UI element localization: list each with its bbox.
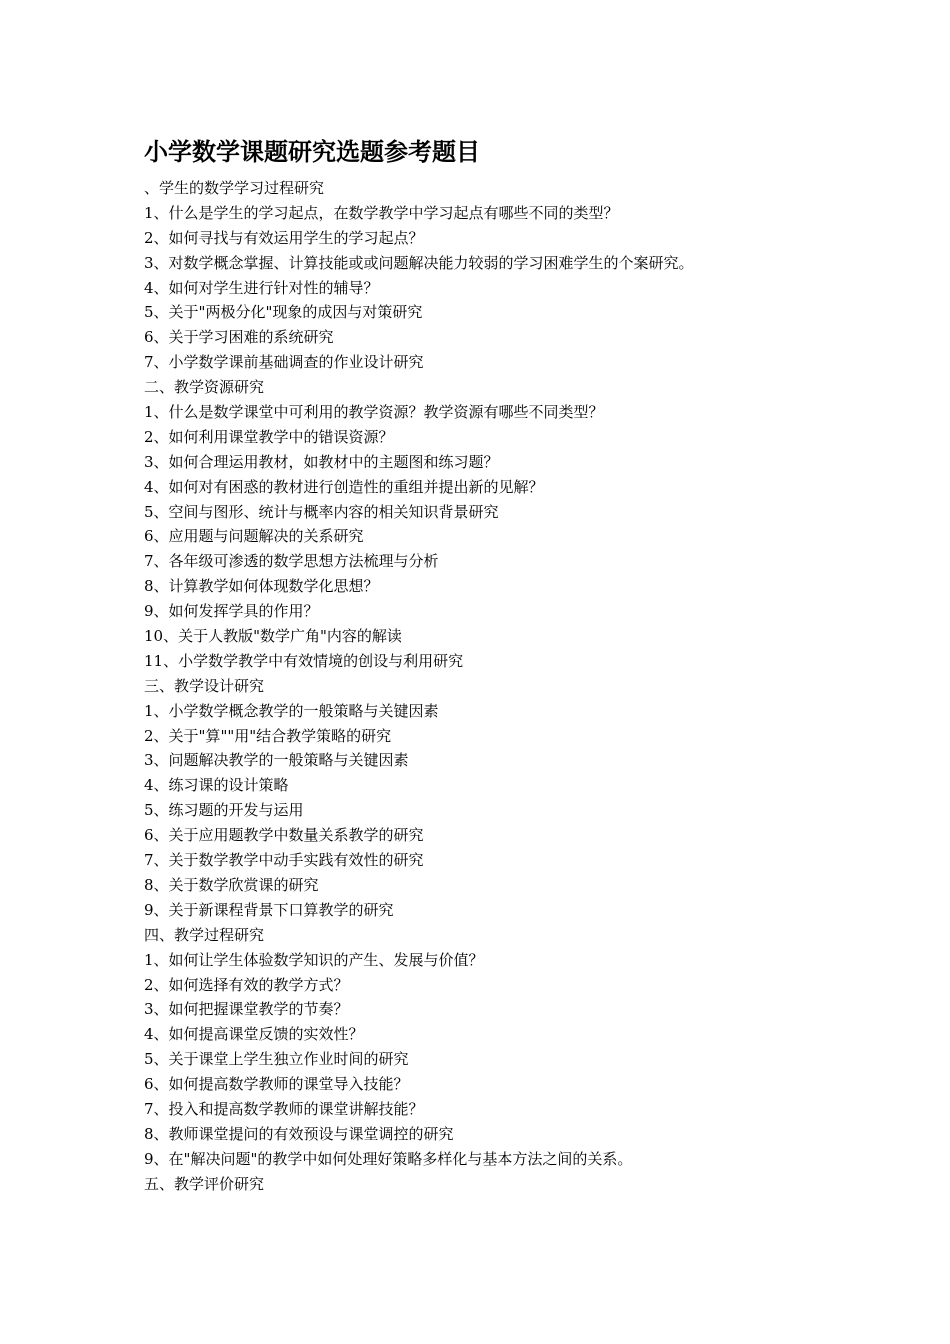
document-line: 五、教学评价研究 [144,1174,265,1193]
document-line: 二、教学资源研究 [144,378,265,397]
document-line: 4、如何对有困惑的教材进行创造性的重组并提出新的见解？ [144,477,544,496]
document-line: 6、关于应用题教学中数量关系教学的研究 [144,826,424,845]
document-line: 1、什么是数学课堂中可利用的教学资源？教学资源有哪些不同类型？ [144,403,604,422]
document-line: 7、小学数学课前基础调查的作业设计研究 [144,353,424,372]
document-line: 2、如何选择有效的教学方式？ [144,975,349,994]
document-line: 四、教学过程研究 [144,925,265,944]
document-line: 4、如何提高课堂反馈的实效性？ [144,1025,364,1044]
document-line: 6、如何提高数学教师的课堂导入技能？ [144,1075,409,1094]
document-line: 9、如何发挥学具的作用？ [144,602,319,621]
document-line: 5、关于课堂上学生独立作业时间的研究 [144,1050,409,1069]
document-line: 3、如何把握课堂教学的节奏？ [144,1000,349,1019]
document-line: 三、教学设计研究 [144,676,265,695]
document-line: 3、如何合理运用教材，如教材中的主题图和练习题？ [144,452,499,471]
document-line: 2、关于"算""用"结合教学策略的研究 [144,726,392,745]
document-line: 4、练习课的设计策略 [144,776,289,795]
document-line: 2、如何利用课堂教学中的错误资源？ [144,427,394,446]
document-line: 10、关于人教版"数学广角"内容的解读 [144,627,402,646]
document-line: 2、如何寻找与有效运用学生的学习起点？ [144,228,424,247]
document-title: 小学数学课题研究选题参考题目 [144,138,480,166]
document-line: 1、小学数学概念教学的一般策略与关键因素 [144,701,439,720]
document-line: 9、在"解决问题"的教学中如何处理好策略多样化与基本方法之间的关系。 [144,1149,633,1168]
document-line: 、学生的数学学习过程研究 [144,179,325,197]
document-line: 7、投入和提高数学教师的课堂讲解技能？ [144,1099,424,1118]
document-line: 5、空间与图形、统计与概率内容的相关知识背景研究 [144,502,499,521]
document-line: 3、对数学概念掌握、计算技能或或问题解决能力较弱的学习困难学生的个案研究。 [144,253,694,272]
document-line: 4、如何对学生进行针对性的辅导？ [144,278,379,297]
document-line: 8、关于数学欣赏课的研究 [144,875,319,894]
document-line: 6、应用题与问题解决的关系研究 [144,527,364,546]
document-line: 11、小学数学教学中有效情境的创设与利用研究 [144,651,464,670]
document-line: 1、如何让学生体验数学知识的产生、发展与价值？ [144,950,484,969]
document-line: 9、关于新课程背景下口算教学的研究 [144,900,394,919]
document-line: 7、各年级可渗透的数学思想方法梳理与分析 [144,552,439,571]
document-line: 3、问题解决教学的一般策略与关键因素 [144,751,409,770]
document-line: 1、什么是学生的学习起点，在数学教学中学习起点有哪些不同的类型？ [144,203,619,222]
document-body [144,176,924,1197]
document-line: 8、计算教学如何体现数学化思想？ [144,577,379,596]
document-line: 6、关于学习困难的系统研究 [144,328,334,347]
document-line: 7、关于数学教学中动手实践有效性的研究 [144,851,424,870]
document-line: 5、关于"两极分化"现象的成因与对策研究 [144,303,423,322]
document-line: 8、教师课堂提问的有效预设与课堂调控的研究 [144,1124,454,1143]
document-line: 5、练习题的开发与运用 [144,801,304,820]
